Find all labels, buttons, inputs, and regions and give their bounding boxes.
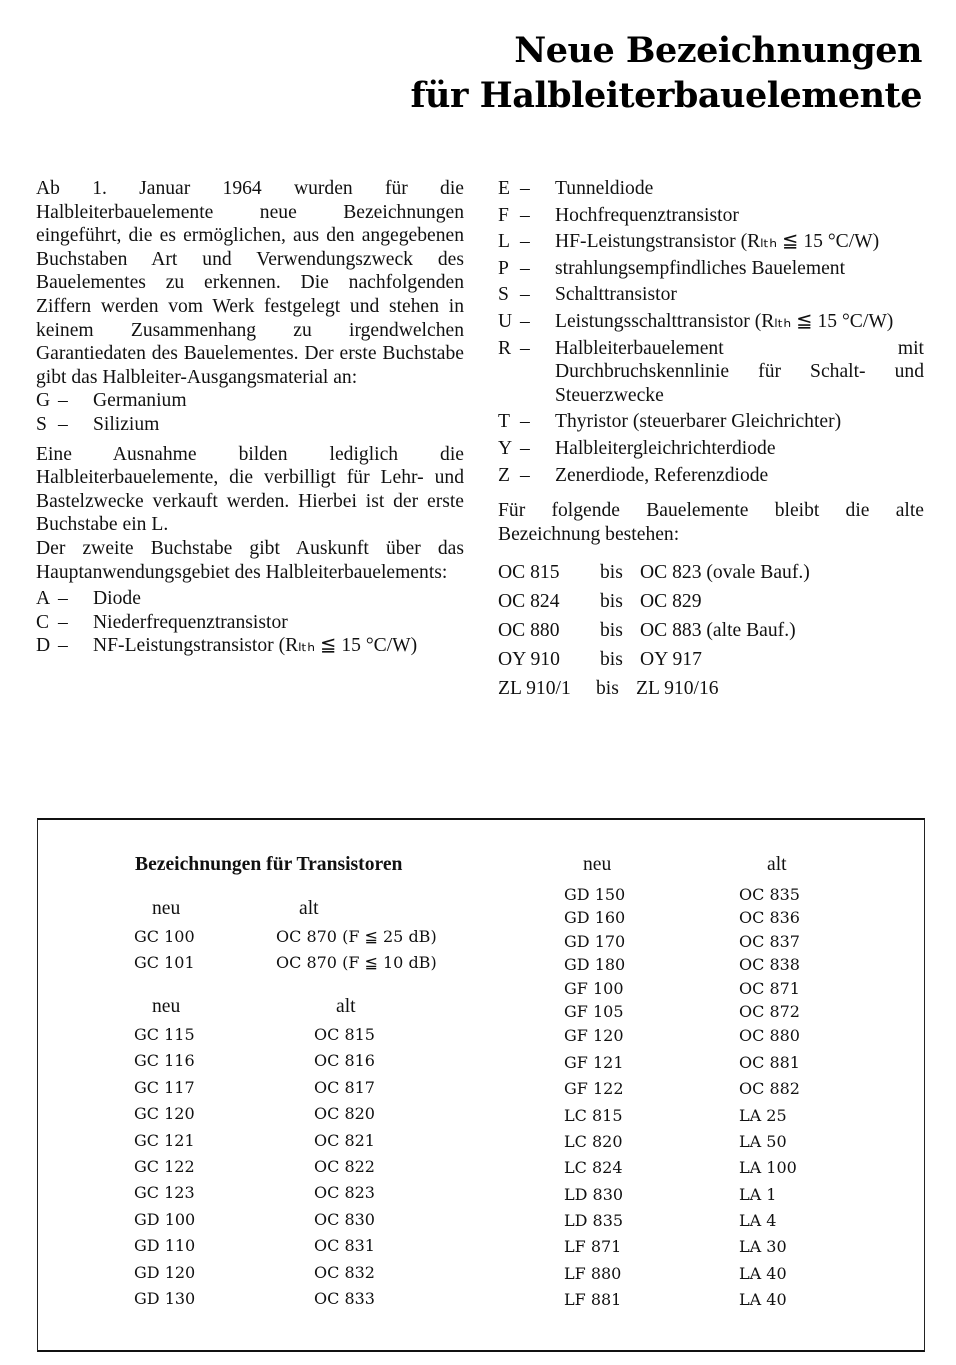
left-column <box>36 177 464 658</box>
dash: – <box>520 257 530 279</box>
new-designation: LC 815 <box>564 1105 623 1125</box>
application-key: E <box>498 178 510 199</box>
old-designation: OC 870 (F ≦ 25 dB) <box>276 927 437 946</box>
range-from: OC 815 <box>498 562 560 584</box>
material-key: S <box>36 413 47 435</box>
application-item <box>498 204 924 228</box>
application-text: HF-Leistungstransistor (Rₗₜₕ ≦ 15 °C/W) <box>555 231 880 253</box>
table-row <box>134 1286 375 1312</box>
new-designation: GC 116 <box>134 1051 195 1071</box>
table-row <box>564 883 800 906</box>
old-designation: LA 4 <box>739 1211 777 1231</box>
old-designation: OC 872 <box>739 1001 800 1021</box>
old-designation: OC 880 <box>739 1026 800 1046</box>
table-row <box>564 1182 800 1208</box>
old-designation: LA 100 <box>739 1158 797 1178</box>
application-key: D <box>36 635 51 657</box>
group2-rows <box>134 1022 375 1312</box>
table-title: Bezeichnungen für Transistoren <box>135 854 403 875</box>
application-key: F <box>498 204 509 226</box>
new-designation: GD 150 <box>564 885 626 904</box>
table-row <box>134 924 437 950</box>
dash: – <box>58 588 68 610</box>
table-row <box>564 953 800 976</box>
column-header-new: neu <box>152 996 181 1017</box>
table-row <box>134 1022 375 1048</box>
new-designation: GD 180 <box>564 955 626 975</box>
dash: – <box>58 413 68 435</box>
new-designation: GD 170 <box>564 931 626 951</box>
application-text: strahlungsempfindliches Bauelement <box>555 257 846 279</box>
table-row <box>564 1234 800 1260</box>
old-designation: OC 822 <box>314 1156 375 1176</box>
table-row <box>134 1154 375 1180</box>
old-designation: OC 838 <box>739 955 800 975</box>
application-key: Z <box>498 464 510 486</box>
dash: – <box>520 231 530 253</box>
application-key: Y <box>498 437 513 459</box>
application-item <box>498 230 924 254</box>
table-row <box>134 1260 375 1286</box>
old-designation: OC 831 <box>314 1236 375 1256</box>
kept-designations-list <box>498 558 924 703</box>
old-designation: OC 835 <box>739 885 800 904</box>
application-key: C <box>36 611 50 633</box>
new-designation: GC 101 <box>134 953 195 973</box>
application-text: Halbleitergleichrichterdiode <box>555 437 776 459</box>
dash: – <box>58 390 68 412</box>
old-designation: OC 882 <box>739 1079 800 1099</box>
dash: – <box>520 284 530 306</box>
new-designation: LF 880 <box>564 1263 622 1283</box>
kept-designation-row <box>498 645 924 674</box>
table-row <box>134 1233 375 1259</box>
range-to: OC 883 (alte Bauf.) <box>640 620 796 642</box>
kept-designation-row <box>498 587 924 616</box>
range-from: OC 880 <box>498 620 560 642</box>
application-key: U <box>498 310 513 332</box>
new-designation: GC 123 <box>134 1183 195 1203</box>
table-row <box>564 977 800 1000</box>
column-header-old: alt <box>299 898 319 919</box>
range-bis: bis <box>596 678 619 700</box>
application-item <box>498 177 924 201</box>
range-from: OY 910 <box>498 649 560 671</box>
new-designation: GF 122 <box>564 1079 624 1099</box>
right-column <box>498 177 924 703</box>
application-item <box>498 410 924 434</box>
application-text: Schalttransistor <box>555 284 677 306</box>
table-row <box>134 1101 375 1127</box>
material-key: G <box>36 390 51 412</box>
dash: – <box>520 178 530 199</box>
table-row <box>134 1048 375 1074</box>
table-row <box>134 1207 375 1233</box>
application-item <box>498 337 924 408</box>
new-designation: GD 110 <box>134 1236 196 1256</box>
material-item <box>36 413 464 437</box>
range-bis: bis <box>600 591 623 613</box>
old-designation: OC 871 <box>739 978 800 998</box>
table-row <box>564 1287 800 1313</box>
new-designation: LD 835 <box>564 1211 624 1231</box>
dash: – <box>520 337 530 359</box>
old-designation: LA 50 <box>739 1131 787 1151</box>
range-to: OC 823 (ovale Bauf.) <box>640 562 810 584</box>
application-text: NF-Leistungstransistor (Rₗₜₕ ≦ 15 °C/W) <box>93 635 418 657</box>
application-item <box>498 257 924 281</box>
application-key: P <box>498 257 509 279</box>
table-row <box>564 1261 800 1287</box>
column-header-new: neu <box>152 898 181 919</box>
table-row <box>564 1023 800 1049</box>
application-key: T <box>498 411 510 433</box>
kept-designation-row <box>498 616 924 645</box>
old-designation: OC 830 <box>314 1209 375 1229</box>
table-row <box>564 1208 800 1234</box>
old-designation: OC 816 <box>314 1051 375 1071</box>
material-text: Silizium <box>93 413 160 435</box>
range-bis: bis <box>600 649 623 671</box>
new-designation: GC 120 <box>134 1104 195 1124</box>
application-item <box>36 634 464 658</box>
group1-rows <box>134 924 437 977</box>
table-row <box>564 930 800 953</box>
dash: – <box>520 310 530 332</box>
range-to: OY 917 <box>640 649 702 671</box>
new-designation: GC 100 <box>134 927 195 946</box>
dash: – <box>58 635 68 657</box>
table-row <box>564 1155 800 1181</box>
column-header-new: neu <box>583 854 612 875</box>
intro-paragraph: Ab 1. Januar 1964 wurden für die Halbleiterbauelemente neue Bezeichnungen eingeführt, die es ermöglichen, aus den angegebenen Buchstaben Art und Verwendungszweck des Bauelementes zu erkennen. Die nachfolgenden Ziffern werden vom Werk festgelegt und stehen in keinem Zusammenhang zu irgendwelchen Garantiedaten des Bauelementes. Der erste Buchstabe gibt das Halbleiter-Ausgangsmaterial an: <box>36 178 464 388</box>
transistor-designations-box <box>37 818 925 1352</box>
application-text: Leistungsschalttransistor (Rₗₜₕ ≦ 15 °C/W) <box>555 310 894 332</box>
old-designation: OC 823 <box>314 1183 375 1203</box>
old-designation: LA 30 <box>739 1237 787 1257</box>
new-designation: GF 105 <box>564 1001 624 1021</box>
table-row <box>564 1076 800 1102</box>
application-item <box>498 437 924 461</box>
old-designation: LA 1 <box>739 1184 777 1204</box>
table-row <box>564 1050 800 1076</box>
application-text: Tunneldiode <box>555 178 654 199</box>
old-designation: OC 870 (F ≦ 10 dB) <box>276 953 437 973</box>
old-designation: OC 833 <box>314 1288 375 1308</box>
application-text: Niederfrequenztransistor <box>93 611 288 633</box>
new-designation: GD 130 <box>134 1288 196 1308</box>
application-text: Thyristor (steuerbarer Gleichrichter) <box>555 411 842 433</box>
material-item <box>36 389 464 413</box>
table-row <box>564 1103 800 1129</box>
table-row <box>564 1129 800 1155</box>
table-row <box>134 1180 375 1206</box>
dash: – <box>520 437 530 459</box>
new-designation: GC 122 <box>134 1156 195 1176</box>
table-row <box>134 1128 375 1154</box>
application-item <box>36 587 464 611</box>
new-designation: GF 121 <box>564 1052 624 1072</box>
new-designation: GD 120 <box>134 1262 196 1282</box>
article-title <box>411 28 923 118</box>
application-text: Halbleiterbauelement mit Durchbruchskennlinie für Schalt- und Steuerzwecke <box>555 337 924 406</box>
keep-intro-paragraph: Für folgende Bauelemente bleibt die alte Bezeichnung bestehen: <box>498 500 924 545</box>
new-designation: GC 117 <box>134 1077 195 1097</box>
old-designation: OC 832 <box>314 1262 375 1282</box>
new-designation: LD 830 <box>564 1184 624 1204</box>
table-row <box>134 950 437 976</box>
old-designation: OC 837 <box>739 931 800 951</box>
new-designation: GD 160 <box>564 908 626 928</box>
application-key: A <box>36 588 51 610</box>
application-key: R <box>498 337 512 359</box>
old-designation: OC 836 <box>739 908 800 928</box>
application-item <box>36 611 464 635</box>
kept-designation-row <box>498 674 924 703</box>
old-designation: OC 821 <box>314 1130 375 1150</box>
range-to: OC 829 <box>640 591 702 613</box>
old-designation: OC 817 <box>314 1077 375 1097</box>
dash: – <box>58 611 68 633</box>
old-designation: OC 881 <box>739 1052 800 1072</box>
old-designation: LA 25 <box>739 1105 787 1125</box>
old-designation: OC 820 <box>314 1104 375 1124</box>
application-text: Hochfrequenztransistor <box>555 204 739 226</box>
application-key: S <box>498 284 509 306</box>
new-designation: LC 824 <box>564 1158 623 1178</box>
new-designation: GD 100 <box>134 1209 196 1229</box>
application-item <box>498 310 924 334</box>
dash: – <box>520 204 530 226</box>
range-bis: bis <box>600 562 623 584</box>
dash: – <box>520 464 530 486</box>
group3-rows <box>564 883 800 1314</box>
range-from: OC 824 <box>498 591 560 613</box>
application-key: L <box>498 231 510 253</box>
new-designation: LF 871 <box>564 1237 622 1257</box>
kept-designation-row <box>498 558 924 587</box>
title-line-1: Neue Bezeichnungen <box>514 30 922 71</box>
range-from: ZL 910/1 <box>498 678 571 700</box>
dash: – <box>520 411 530 433</box>
column-header-old: alt <box>336 996 356 1017</box>
application-text: Zenerdiode, Referenzdiode <box>555 464 769 486</box>
new-designation: LC 820 <box>564 1131 623 1151</box>
table-row <box>564 1000 800 1023</box>
new-designation: LF 881 <box>564 1290 622 1310</box>
old-designation: LA 40 <box>739 1263 787 1283</box>
application-item <box>498 464 924 488</box>
old-designation: LA 40 <box>739 1290 787 1310</box>
application-item <box>498 283 924 307</box>
new-designation: GF 100 <box>564 978 624 998</box>
new-designation: GC 121 <box>134 1130 195 1150</box>
range-to: ZL 910/16 <box>636 678 719 700</box>
old-designation: OC 815 <box>314 1025 375 1044</box>
column-header-old: alt <box>767 854 787 875</box>
range-bis: bis <box>600 620 623 642</box>
material-text: Germanium <box>93 390 187 412</box>
exception-paragraph: Eine Ausnahme bilden lediglich die Halbleiterbauelemente, die verbilligt für Lehr- und Bastelzwecke verkauft werden. Hierbei ist der erste Buchstabe ein L. <box>36 443 464 536</box>
new-designation: GF 120 <box>564 1026 624 1046</box>
title-line-2: für Halbleiterbauelemente <box>410 75 922 116</box>
table-row <box>564 906 800 929</box>
second-letter-paragraph: Der zweite Buchstabe gibt Auskunft über das Hauptanwendungsgebiet des Halbleiterbauelements: <box>36 537 464 583</box>
application-text: Diode <box>93 588 141 610</box>
table-row <box>134 1075 375 1101</box>
new-designation: GC 115 <box>134 1025 195 1044</box>
